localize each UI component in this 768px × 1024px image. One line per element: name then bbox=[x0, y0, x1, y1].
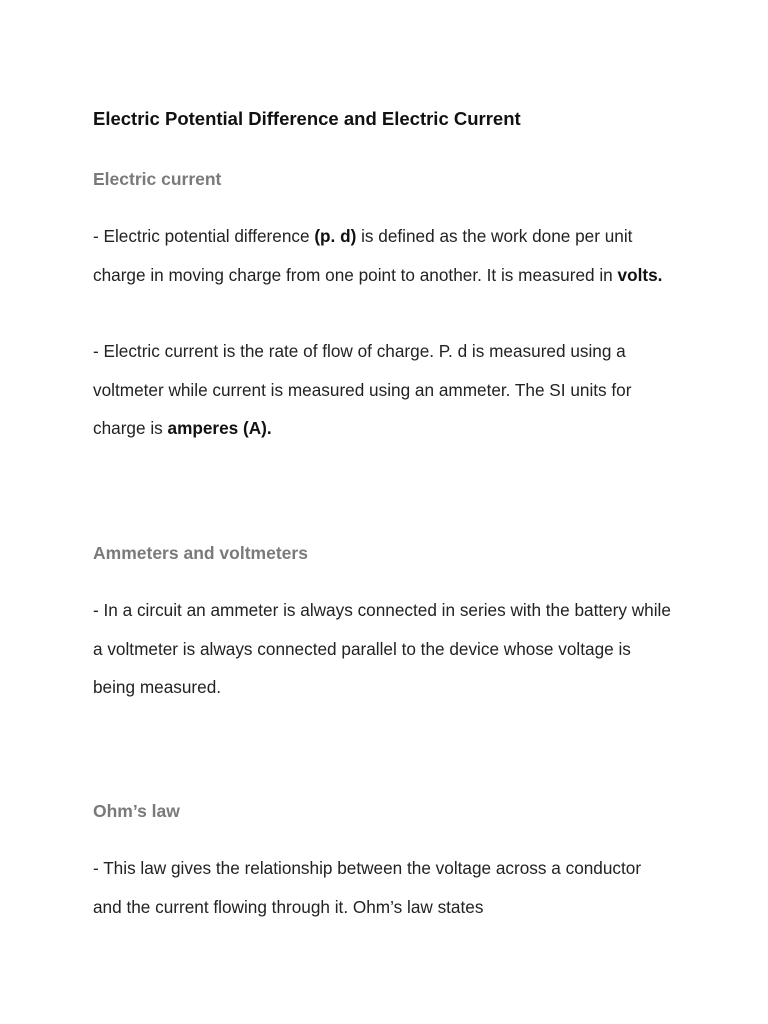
paragraph-text: - In a circuit an ammeter is always connected in series with the battery while a voltmeter is always connected parallel to the device whose voltage is being measured. bbox=[93, 600, 671, 697]
paragraph-text: is defined as the work done per unit charge in moving charge from one point to another. It is measured in bbox=[93, 226, 633, 285]
section-heading-ohms-law: Ohm’s law bbox=[93, 801, 180, 821]
paragraph-text: - Electric potential difference bbox=[93, 226, 315, 246]
paragraph-text: - This law gives the relationship between the voltage across a conductor and the current flowing through it. Ohm’s law states bbox=[93, 858, 642, 917]
section-heading-electric-current: Electric current bbox=[93, 169, 222, 189]
paragraph-potential-difference bbox=[93, 217, 673, 294]
bold-term-amperes: amperes (A). bbox=[167, 418, 272, 438]
paragraph-text: - Electric current is the rate of flow of charge. P. d is measured using a voltmeter while current is measured using an ammeter. The SI units for charge is bbox=[93, 341, 632, 438]
bold-term-pd: (p. d) bbox=[314, 226, 357, 246]
section-heading-ammeters-voltmeters: Ammeters and voltmeters bbox=[93, 543, 308, 563]
paragraph-electric-current bbox=[93, 332, 673, 448]
bold-term-volts: volts. bbox=[617, 264, 663, 285]
document-title: Electric Potential Difference and Electric Current bbox=[93, 108, 521, 129]
paragraph-ammeters-voltmeters bbox=[93, 591, 673, 707]
paragraph-ohms-law bbox=[93, 849, 673, 926]
